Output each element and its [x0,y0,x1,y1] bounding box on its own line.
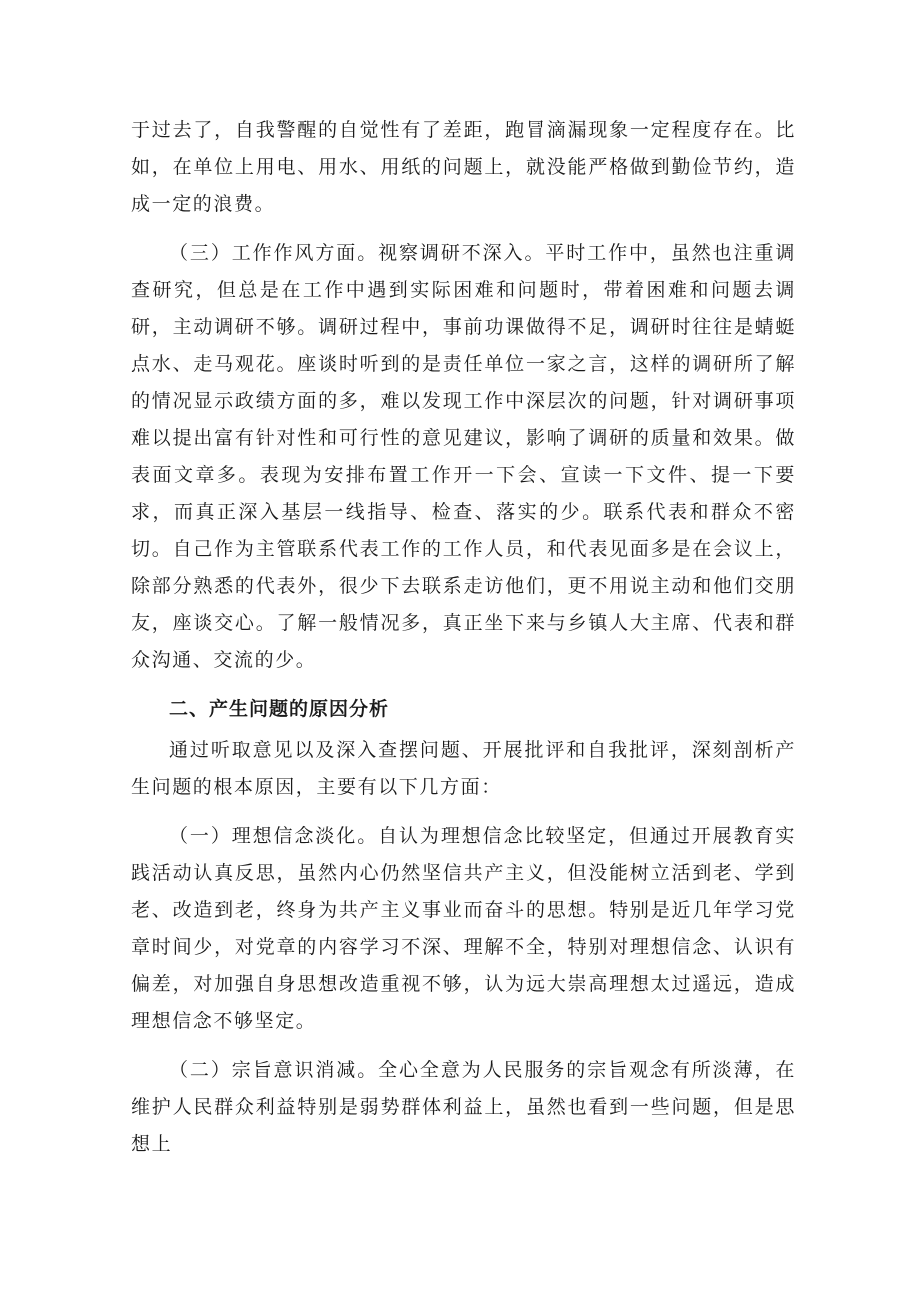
paragraph-ideals: （一）理想信念淡化。自认为理想信念比较坚定，但通过开展教育实践活动认真反思，虽然内心仍然坚信共产主义，但没能树立活到老、学到老、改造到老，终身为共产主义事业而奋斗的思想。特别是近几年学习党章时间少，对党章的内容学习不深、理解不全，特别对理想信念、认识有偏差，对加强自身思想改造重视不够，认为远大崇高理想太过遥远，造成理想信念不够坚定。 [131,825,796,1032]
paragraph-work-style: （三）工作作风方面。视察调研不深入。平时工作中，虽然也注重调查研究，但总是在工作中遇到实际困难和问题时，带着困难和问题去调研，主动调研不够。调研过程中，事前功课做得不足，调研时往往是蜻蜓点水、走马观花。座谈时听到的是责任单位一家之言，这样的调研所了解的情况显示政绩方面的多，难以发现工作中深层次的问题，针对调研事项难以提出富有针对性和可行性的意见建议，影响了调研的质量和效果。做表面文章多。表现为安排布置工作开一下会、宣读一下文件、提一下要求，而真正深入基层一线指导、检查、落实的少。联系代表和群众不密切。自己作为主管联系代表工作的工作人员，和代表见面多是在会议上，除部分熟悉的代表外，很少下去联系走访他们，更不用说主动和他们交朋友，座谈交心。了解一般情况多，真正坐下来与乡镇人大主席、代表和群众沟通、交流的少。 [131,242,796,671]
document-page [131,112,796,1163]
paragraph-intro: 通过听取意见以及深入查摆问题、开展批评和自我批评，深刻剖析产生问题的根本原因，主要有以下几方面： [131,739,796,798]
paragraph-purpose: （二）宗旨意识消减。全心全意为人民服务的宗旨观念有所淡薄，在维护人民群众利益特别是弱势群体利益上，虽然也看到一些问题，但是思想上 [131,1059,796,1155]
section-heading-cause-analysis: 二、产生问题的原因分析 [169,698,390,720]
paragraph-continuation: 于过去了，自我警醒的自觉性有了差距，跑冒滴漏现象一定程度存在。比如，在单位上用电、用水、用纸的问题上，就没能严格做到勤俭节约，造成一定的浪费。 [131,119,796,215]
